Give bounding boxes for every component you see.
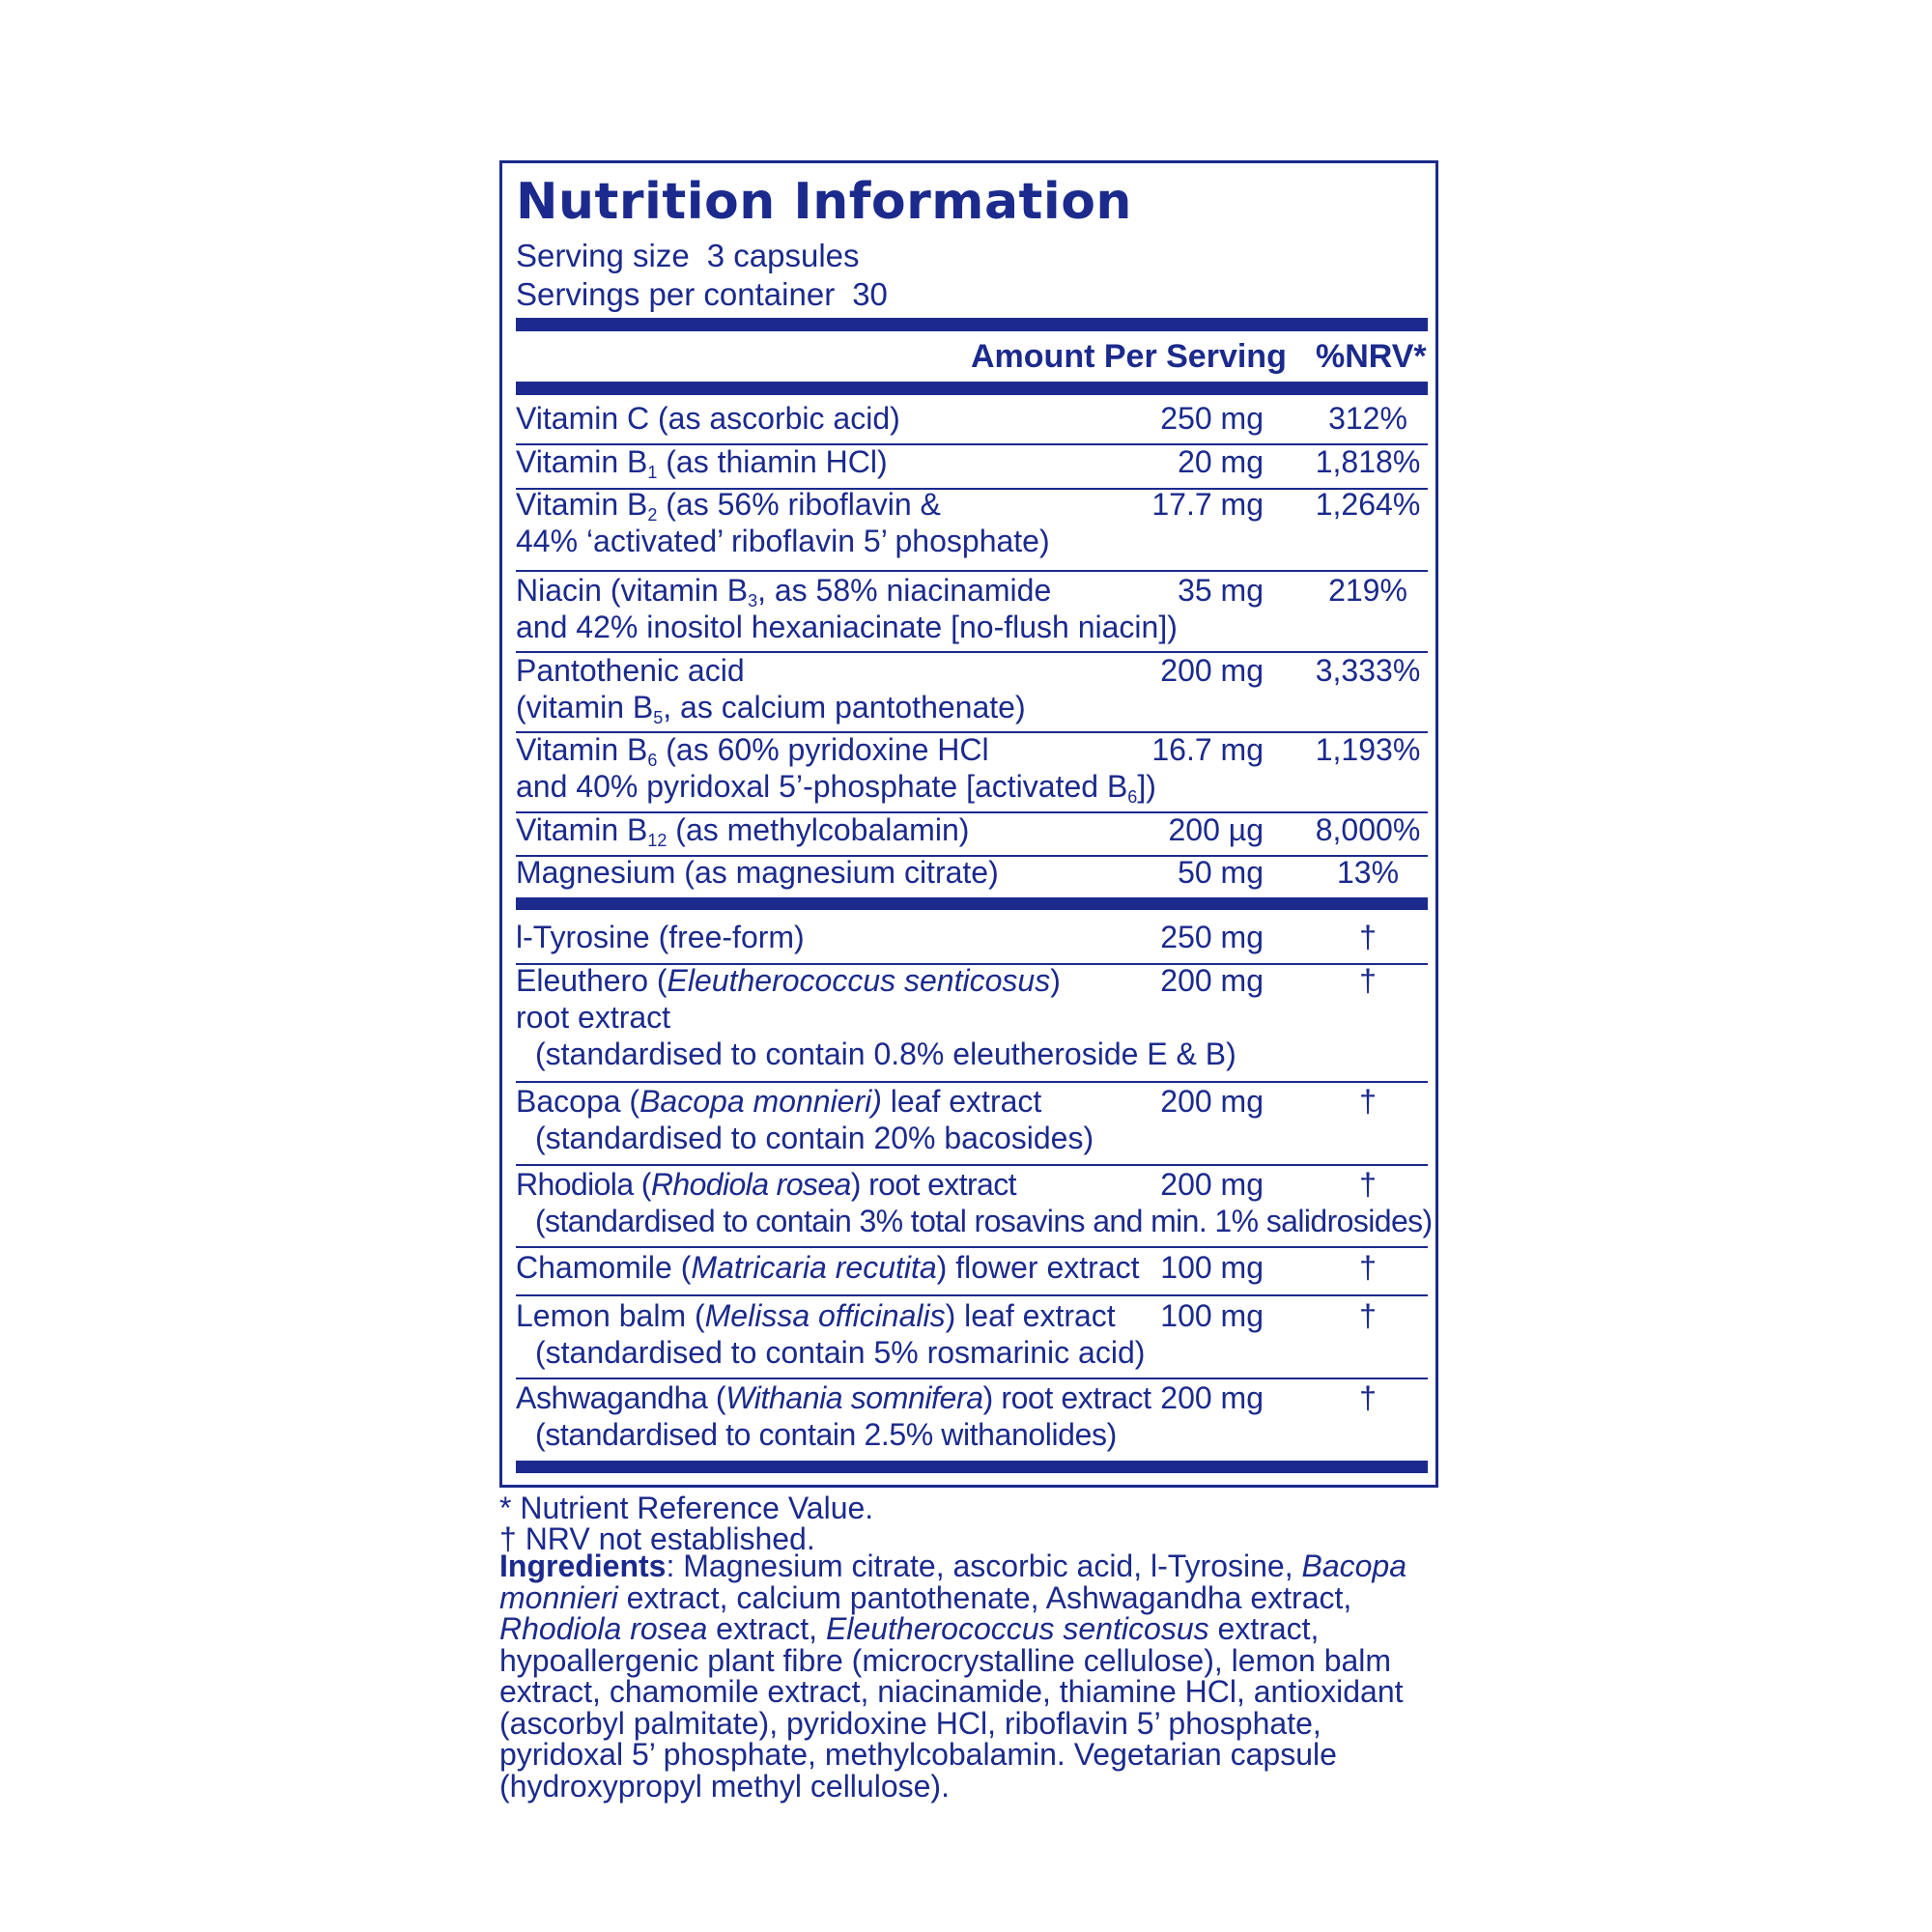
nutrient-nrv: 1,193% [1315,732,1421,767]
table-row [516,484,1428,561]
nutrient-nrv: 13% [1336,855,1400,890]
nrv-footnote: * Nutrient Reference Value. [499,1491,874,1525]
table-row [516,1295,1428,1373]
serving-size [516,238,860,274]
section-divider-bar [516,897,1428,910]
nutrient-name: Vitamin $B_{12}$ (as methylcobalamin) [516,812,970,850]
table-row [516,1081,1428,1158]
nutrient-amount: 17.7 mg [1151,487,1264,522]
nutrient-amount: 200 µg [1168,812,1264,847]
nutrient-name: Eleuthero (Eleutherococcus senticosus) root extract (standardised to contain 0.8% eleutheroside E & B) [516,963,1236,1071]
table-row [516,810,1428,850]
nutrient-name: l-Tyrosine (free-form) [516,920,805,954]
table-row [516,852,1428,893]
ingredients-text: Ingredients: Magnesium citrate, ascorbic acid, l-Tyrosine, Bacopa monnieri extract, calcium pantothenate, Ashwagandha extract, Rhodiola rosea extract, Eleutherococcus senticosus extract, hypoallergenic plant fibre (microcrystalline cellulose), lemon balm extract, chamomile extract, niacinamide, thiamine HCl, antioxidant (ascorbyl palmitate), pyridoxine HCl, riboflavin 5’ phosphate, pyridoxal 5’ phosphate, methylcobalamin. Vegetarian capsule (hydroxypropyl methyl cellulose). [499,1548,1407,1804]
serving-size-label: Serving size [516,238,690,273]
header-bottom-bar [516,382,1428,395]
table-row [516,398,1428,439]
nutrient-name: Vitamin $B_1$ (as thiamin HCl) [516,444,888,482]
nutrient-nrv: 1,264% [1315,487,1421,522]
nutrient-amount: 200 mg [1160,1084,1264,1119]
table-row [516,1378,1428,1455]
footer-bar [516,1461,1428,1473]
nutrient-name: Magnesium (as magnesium citrate) [516,855,999,890]
nutrient-amount: 250 mg [1160,920,1264,954]
nutrient-amount: 200 mg [1160,653,1264,688]
nutrient-name: Lemon balm (Melissa officinalis) leaf extract (standardised to contain 5% rosmarinic acid) [516,1298,1146,1370]
nutrient-amount: 200 mg [1160,1380,1264,1415]
nutrient-amount: 35 mg [1178,573,1264,608]
nutrient-nrv: 1,818% [1315,444,1421,479]
nutrient-nrv: † [1359,1084,1377,1119]
table-row [516,917,1428,957]
nutrient-nrv: 3,333% [1315,653,1421,688]
servings-per-container-label: Servings per container [516,276,836,312]
nutrient-nrv: † [1359,963,1377,998]
nutrient-name: Niacin (vitamin $B_3$, as 58% niacinamide and 42% inositol hexaniacinate [no-flush niacin]) [516,573,1178,644]
nutrient-amount: 100 mg [1160,1250,1264,1285]
table-row [516,729,1428,807]
nutrient-nrv: † [1359,1167,1377,1202]
nutrient-nrv: 219% [1328,573,1407,608]
nutrient-amount: 50 mg [1178,855,1264,890]
nutrient-nrv: 8,000% [1315,812,1421,847]
table-row [516,570,1428,647]
nutrient-amount: 200 mg [1160,963,1264,998]
table-row [516,650,1428,727]
nutrient-nrv: † [1359,1380,1377,1415]
nutrient-amount: 250 mg [1160,401,1264,436]
dagger-footnote: † NRV not established. [499,1521,815,1556]
nutrient-nrv: † [1359,1298,1377,1333]
nutrient-nrv: † [1359,1250,1377,1285]
nutrient-name: Vitamin C (as ascorbic acid) [516,401,900,436]
nutrient-name: Vitamin $B_6$ (as 60% pyridoxine HCl and 40% pyridoxal 5’-phosphate [activated $B_6$]) [516,732,1156,807]
nutrient-nrv: † [1359,920,1377,954]
table-row [516,441,1428,482]
nutrient-name: Ashwagandha (Withania somnifera) root extract (standardised to contain 2.5% withanolides) [516,1380,1151,1452]
servings-per-container [516,276,888,313]
nutrient-amount: 200 mg [1160,1167,1264,1202]
table-row [516,960,1428,1074]
table-row [516,1247,1428,1288]
nrv-column-header: %NRV* [1316,338,1427,375]
table-row [516,1164,1433,1241]
servings-per-container-value: 30 [852,276,888,312]
nutrient-name: Vitamin $B_2$ (as 56% riboflavin & 44% ‘activated’ riboflavin 5’ phosphate) [516,487,1050,558]
nutrient-amount: 100 mg [1160,1298,1264,1333]
panel-title: Nutrition Information [516,173,1132,231]
nutrient-name: Rhodiola (Rhodiola rosea) root extract (standardised to contain 3% total rosavins and min. 1% salidrosides) [516,1167,1433,1238]
nutrition-panel [499,160,1438,1488]
nutrient-name: Chamomile (Matricaria recutita) flower extract [516,1250,1140,1285]
nutrient-nrv: 312% [1328,401,1407,436]
nutrient-name: Pantothenic acid (vitamin $B_5$, as calcium pantothenate) [516,653,1026,727]
ingredients-label: Ingredients [499,1548,667,1583]
nutrient-amount: 16.7 mg [1151,732,1264,767]
amount-column-header: Amount Per Serving [971,338,1287,375]
header-top-bar [516,318,1428,331]
nutrient-amount: 20 mg [1178,444,1264,479]
nutrient-name: Bacopa (Bacopa monnieri) leaf extract (standardised to contain 20% bacosides) [516,1084,1094,1155]
serving-size-value: 3 capsules [706,238,860,273]
